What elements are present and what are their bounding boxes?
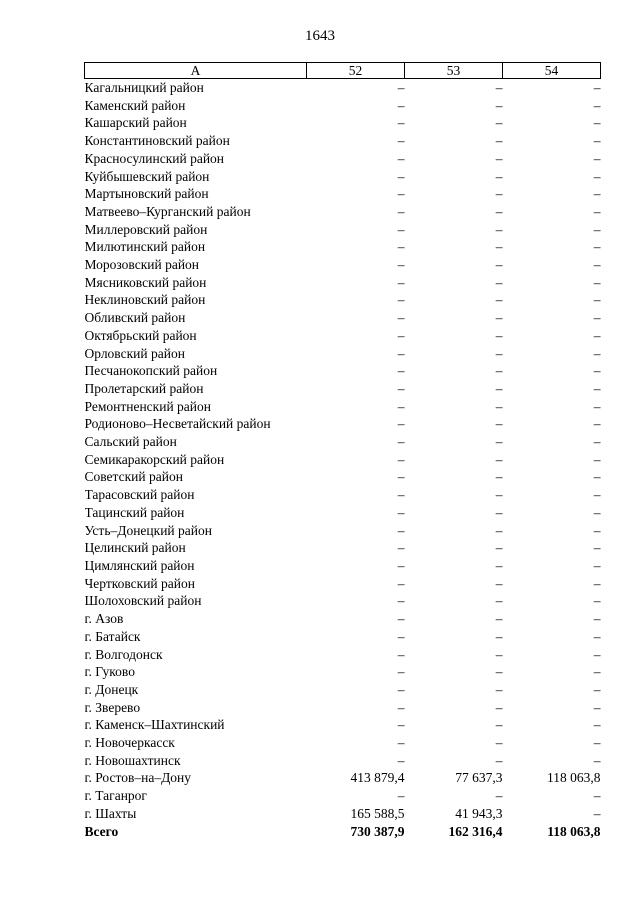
value-52: –	[397, 133, 405, 149]
value-53: –	[495, 611, 503, 627]
table-row	[85, 592, 601, 610]
value-53: –	[495, 699, 503, 715]
value-54: –	[593, 611, 601, 627]
table-row	[85, 468, 601, 486]
header-col-53: 53	[405, 63, 503, 79]
value-53: –	[495, 434, 503, 450]
value-53: –	[495, 292, 503, 308]
table-row	[85, 628, 601, 646]
value-53: –	[495, 257, 503, 273]
region-name: г. Новочеркасск	[84, 735, 175, 751]
table-row	[85, 238, 601, 256]
value-52: –	[397, 97, 405, 113]
table-row	[85, 451, 601, 469]
value-54: –	[593, 416, 601, 432]
value-53: –	[495, 274, 503, 290]
region-name: г. Ростов–на–Дону	[84, 770, 192, 786]
value-54: 118 063,8	[547, 770, 601, 786]
table-row	[85, 752, 601, 770]
table-row	[85, 380, 601, 398]
value-54: –	[593, 133, 601, 149]
value-52: –	[397, 504, 405, 520]
value-52: –	[397, 292, 405, 308]
value-52: –	[397, 398, 405, 414]
value-52: –	[397, 575, 405, 591]
value-52: –	[397, 735, 405, 751]
value-52: 165 588,5	[350, 805, 405, 821]
header-col-54: 54	[503, 63, 601, 79]
table-row	[85, 97, 601, 115]
value-52: –	[397, 646, 405, 662]
table-row	[85, 522, 601, 540]
table-row	[85, 575, 601, 593]
table-row	[85, 398, 601, 416]
value-54: –	[593, 699, 601, 715]
value-54: –	[593, 451, 601, 467]
value-53: 162 316,4	[448, 823, 503, 839]
value-52: –	[397, 327, 405, 343]
value-52: –	[397, 593, 405, 609]
region-name: Родионово–Несветайский район	[84, 416, 271, 432]
region-name: Пролетарский район	[84, 380, 204, 396]
value-53: –	[495, 575, 503, 591]
header-col-a: А	[85, 63, 307, 79]
table-row	[85, 185, 601, 203]
value-52: –	[397, 274, 405, 290]
region-name: Милютинский район	[84, 239, 206, 255]
value-54: –	[593, 717, 601, 733]
table-row	[85, 327, 601, 345]
value-53: –	[495, 133, 503, 149]
region-name: Семикаракорский район	[84, 451, 225, 467]
value-52: –	[397, 221, 405, 237]
value-54: –	[593, 434, 601, 450]
value-54: –	[593, 115, 601, 131]
page-number: 1643	[305, 28, 335, 44]
region-name: Всего	[84, 823, 119, 839]
value-53: –	[495, 398, 503, 414]
value-54: –	[593, 310, 601, 326]
value-52: –	[397, 239, 405, 255]
value-54: –	[593, 681, 601, 697]
value-52: –	[397, 380, 405, 396]
total-row	[85, 823, 601, 841]
table-row	[85, 787, 601, 805]
region-name: г. Волгодонск	[84, 646, 163, 662]
value-53: –	[495, 557, 503, 573]
value-52: –	[397, 681, 405, 697]
table-row	[85, 805, 601, 823]
value-54: –	[593, 327, 601, 343]
region-name: Ремонтненский район	[84, 398, 211, 414]
value-52: –	[397, 469, 405, 485]
value-54: –	[593, 203, 601, 219]
value-53: –	[495, 522, 503, 538]
table-row	[85, 769, 601, 787]
table-row	[85, 486, 601, 504]
region-name: Куйбышевский район	[84, 168, 210, 184]
value-54: –	[593, 398, 601, 414]
region-name: Шолоховский район	[84, 593, 202, 609]
table-row	[85, 274, 601, 292]
table-row	[85, 433, 601, 451]
value-54: –	[593, 735, 601, 751]
region-name: Чертковский район	[84, 575, 195, 591]
value-52: –	[397, 203, 405, 219]
region-name: Красносулинский район	[84, 150, 225, 166]
region-name: Сальский район	[84, 434, 177, 450]
region-name: Морозовский район	[84, 257, 200, 273]
value-52: –	[397, 717, 405, 733]
value-54: –	[593, 805, 601, 821]
value-54: –	[593, 487, 601, 503]
table-row	[85, 79, 601, 97]
region-name: Обливский район	[84, 310, 186, 326]
region-name: Тацинский район	[84, 504, 185, 520]
value-54: –	[593, 752, 601, 768]
value-54: –	[593, 575, 601, 591]
region-name: Октябрьский район	[84, 327, 197, 343]
value-54: 118 063,8	[547, 823, 601, 839]
region-name: Неклиновский район	[84, 292, 206, 308]
region-name: Мясниковский район	[84, 274, 207, 290]
value-54: –	[593, 97, 601, 113]
data-table	[84, 62, 601, 840]
value-53: –	[495, 664, 503, 680]
value-54: –	[593, 469, 601, 485]
value-54: –	[593, 557, 601, 573]
value-52: –	[397, 345, 405, 361]
value-52: –	[397, 611, 405, 627]
value-52: 413 879,4	[350, 770, 405, 786]
region-name: Цимлянский район	[84, 557, 195, 573]
region-name: г. Гуково	[84, 664, 135, 680]
region-name: Орловский район	[84, 345, 185, 361]
value-53: –	[495, 97, 503, 113]
value-52: –	[397, 788, 405, 804]
value-54: –	[593, 292, 601, 308]
region-name: Советский район	[84, 469, 183, 485]
value-54: –	[593, 274, 601, 290]
table-row	[85, 362, 601, 380]
table-row	[85, 203, 601, 221]
value-52: –	[397, 451, 405, 467]
value-53: –	[495, 469, 503, 485]
value-53: –	[495, 115, 503, 131]
value-54: –	[593, 221, 601, 237]
value-53: –	[495, 451, 503, 467]
table-row	[85, 168, 601, 186]
value-52: –	[397, 557, 405, 573]
value-52: –	[397, 150, 405, 166]
region-name: Мартыновский район	[84, 186, 209, 202]
region-name: Усть–Донецкий район	[84, 522, 212, 538]
value-52: –	[397, 487, 405, 503]
region-name: г. Шахты	[84, 805, 137, 821]
value-52: 730 387,9	[350, 823, 405, 839]
region-name: г. Каменск–Шахтинский	[84, 717, 225, 733]
value-53: 77 637,3	[455, 770, 503, 786]
table-row	[85, 699, 601, 717]
value-53: –	[495, 752, 503, 768]
value-54: –	[593, 664, 601, 680]
value-53: –	[495, 203, 503, 219]
value-54: –	[593, 646, 601, 662]
table-row	[85, 734, 601, 752]
region-name: г. Зверево	[84, 699, 141, 715]
table-row	[85, 221, 601, 239]
region-name: Песчанокопский район	[84, 363, 218, 379]
table-row	[85, 716, 601, 734]
value-53: –	[495, 150, 503, 166]
region-name: Каменский район	[84, 97, 186, 113]
table-row	[85, 681, 601, 699]
value-53: –	[495, 80, 503, 95]
value-52: –	[397, 628, 405, 644]
value-53: –	[495, 540, 503, 556]
region-name: Кашарский район	[84, 115, 187, 131]
value-53: –	[495, 593, 503, 609]
table-row	[85, 132, 601, 150]
table-row	[85, 256, 601, 274]
value-53: –	[495, 186, 503, 202]
value-53: –	[495, 168, 503, 184]
value-52: –	[397, 257, 405, 273]
value-52: –	[397, 168, 405, 184]
value-52: –	[397, 186, 405, 202]
region-name: г. Донецк	[84, 681, 139, 697]
value-53: –	[495, 717, 503, 733]
value-52: –	[397, 80, 405, 95]
table-row	[85, 504, 601, 522]
value-53: –	[495, 327, 503, 343]
table-row	[85, 415, 601, 433]
value-53: –	[495, 239, 503, 255]
value-53: –	[495, 628, 503, 644]
value-52: –	[397, 363, 405, 379]
value-54: –	[593, 540, 601, 556]
region-name: Матвеево–Курганский район	[84, 203, 251, 219]
table-row	[85, 150, 601, 168]
value-54: –	[593, 788, 601, 804]
value-53: –	[495, 380, 503, 396]
value-54: –	[593, 363, 601, 379]
table-row	[85, 663, 601, 681]
value-52: –	[397, 434, 405, 450]
value-53: –	[495, 416, 503, 432]
region-name: Кагальницкий район	[84, 80, 204, 95]
table-row	[85, 345, 601, 363]
region-name: г. Таганрог	[84, 788, 147, 804]
value-53: –	[495, 487, 503, 503]
region-name: Тарасовский район	[84, 487, 195, 503]
value-54: –	[593, 80, 601, 95]
value-52: –	[397, 540, 405, 556]
header-col-52: 52	[307, 63, 405, 79]
table-row	[85, 610, 601, 628]
value-52: –	[397, 522, 405, 538]
value-52: –	[397, 310, 405, 326]
table-row	[85, 291, 601, 309]
value-54: –	[593, 345, 601, 361]
table-row	[85, 557, 601, 575]
value-53: –	[495, 504, 503, 520]
value-53: –	[495, 221, 503, 237]
value-54: –	[593, 257, 601, 273]
region-name: Константиновский район	[84, 133, 230, 149]
region-name: г. Азов	[84, 611, 124, 627]
table-body	[85, 79, 601, 841]
value-54: –	[593, 150, 601, 166]
table-row	[85, 646, 601, 664]
value-54: –	[593, 380, 601, 396]
value-53: –	[495, 681, 503, 697]
value-54: –	[593, 628, 601, 644]
table-row	[85, 309, 601, 327]
value-54: –	[593, 593, 601, 609]
region-name: г. Новошахтинск	[84, 752, 181, 768]
value-52: –	[397, 699, 405, 715]
value-53: –	[495, 310, 503, 326]
table-row	[85, 539, 601, 557]
value-54: –	[593, 239, 601, 255]
value-54: –	[593, 186, 601, 202]
value-53: –	[495, 735, 503, 751]
value-54: –	[593, 168, 601, 184]
value-54: –	[593, 504, 601, 520]
region-name: Миллеровский район	[84, 221, 208, 237]
value-53: 41 943,3	[455, 805, 503, 821]
value-53: –	[495, 345, 503, 361]
value-52: –	[397, 752, 405, 768]
header-row	[85, 63, 601, 79]
value-52: –	[397, 115, 405, 131]
value-53: –	[495, 646, 503, 662]
value-54: –	[593, 522, 601, 538]
region-name: г. Батайск	[84, 628, 141, 644]
value-52: –	[397, 416, 405, 432]
region-name: Целинский район	[84, 540, 186, 556]
value-53: –	[495, 363, 503, 379]
value-53: –	[495, 788, 503, 804]
table-row	[85, 114, 601, 132]
value-52: –	[397, 664, 405, 680]
